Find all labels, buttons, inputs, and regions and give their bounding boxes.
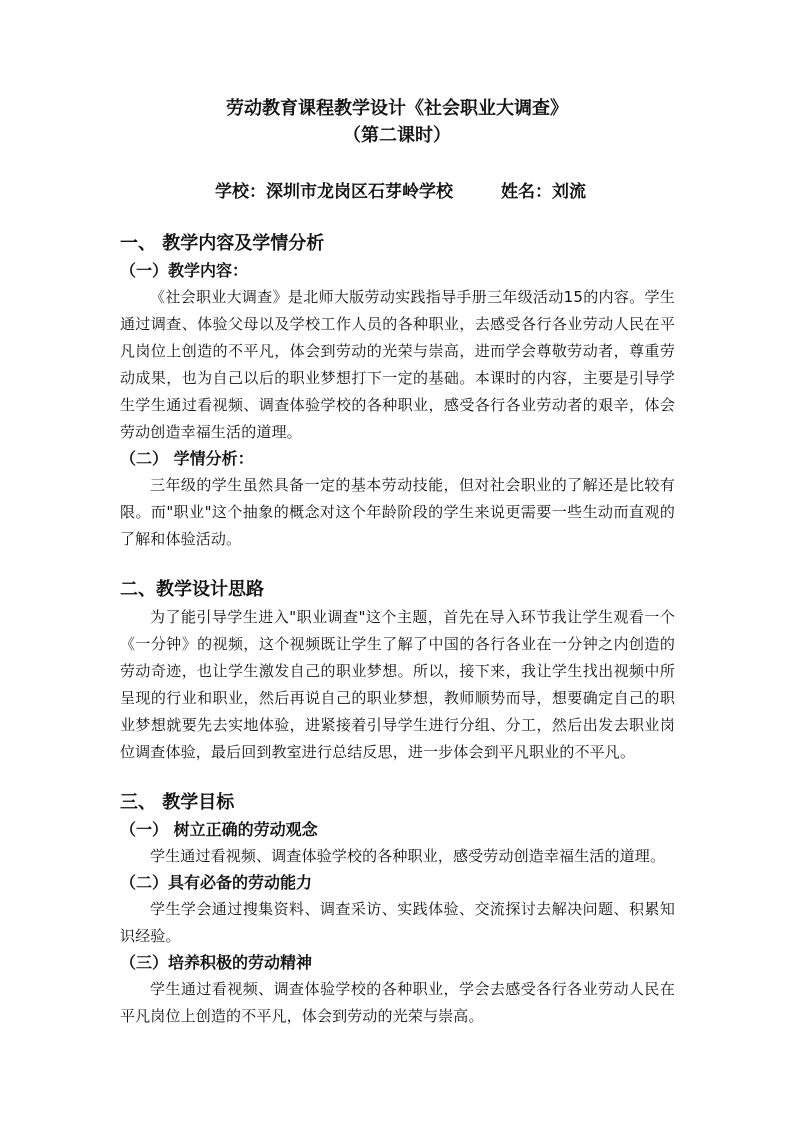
author-info: [215, 180, 586, 204]
section-3-3-heading: （三）培养积极的劳动精神: [120, 953, 313, 972]
section-1-2-paragraph: 三年级的学生虽然具备一定的基本劳动技能，但对社会职业的了解还是比较有限。而"职业"这个抽象的概念对这个年龄阶段的学生来说更需要一些生动而直观的了解和体验活动。: [120, 476, 675, 548]
section-3-heading: 三、 教学目标: [120, 792, 235, 813]
section-1-2-heading: （二） 学情分析：: [120, 449, 254, 468]
section-3-1-paragraph: 学生通过看视频、调查体验学校的各种职业，感受劳动创造幸福生活的道理。: [150, 847, 666, 865]
document-body: [120, 230, 675, 1030]
section-1-1-heading: （一）教学内容：: [120, 261, 249, 280]
section-3-3-paragraph: 学生通过看视频、调查体验学校的各种职业，学会去感受各行各业劳动人民在平凡岗位上创造的不平凡，体会到劳动的光荣与崇高。: [120, 980, 675, 1025]
school-label: 学校：深圳市龙岗区石芽岭学校: [215, 182, 453, 202]
section-3-1-heading: （一） 树立正确的劳动观念: [120, 820, 318, 839]
section-2-heading: 二、教学设计思路: [120, 579, 264, 600]
document-title: 劳动教育课程教学设计《社会职业大调查》: [226, 98, 568, 119]
section-3-2-heading: （二）具有必备的劳动能力: [120, 873, 313, 892]
section-1-1-paragraph: 《社会职业大调查》是北师大版劳动实践指导手册三年级活动15的内容。学生通过调查、体验父母以及学校工作人员的各种职业，去感受各行各业劳动人民在平凡岗位上创造的不平凡，体会到劳动的光荣与崇高，进而学会尊敬劳动者，尊重劳动成果，也为自己以后的职业梦想打下一定的基础。本课时的内容，主要是引导学生学生通过看视频、调查体验学校的各种职业，感受各行各业劳动者的艰辛，体会劳动创造幸福生活的道理。: [120, 288, 675, 441]
author-name: 姓名：刘流: [501, 182, 586, 202]
section-2-paragraph: 为了能引导学生进入"职业调查"这个主题，首先在导入环节我让学生观看一个《一分钟》的视频，这个视频既让学生了解了中国的各行各业在一分钟之内创造的劳动奇迹，也让学生激发自己的职业梦想。所以，接下来，我让学生找出视频中所呈现的行业和职业，然后再说自己的职业梦想，教师顺势而导，想要确定自己的职业梦想就要先去实地体验，进紧接着引导学生进行分组、分工，然后出发去职业岗位调查体验，最后回到教室进行总结反思，进一步体会到平凡职业的不平凡。: [120, 608, 675, 761]
section-3-2-paragraph: 学生学会通过搜集资料、调查采访、实践体验、交流探讨去解决问题、积累知识经验。: [120, 900, 675, 945]
document-subtitle: （第二课时）: [343, 125, 451, 146]
section-1-heading: 一、 教学内容及学情分析: [120, 233, 325, 254]
